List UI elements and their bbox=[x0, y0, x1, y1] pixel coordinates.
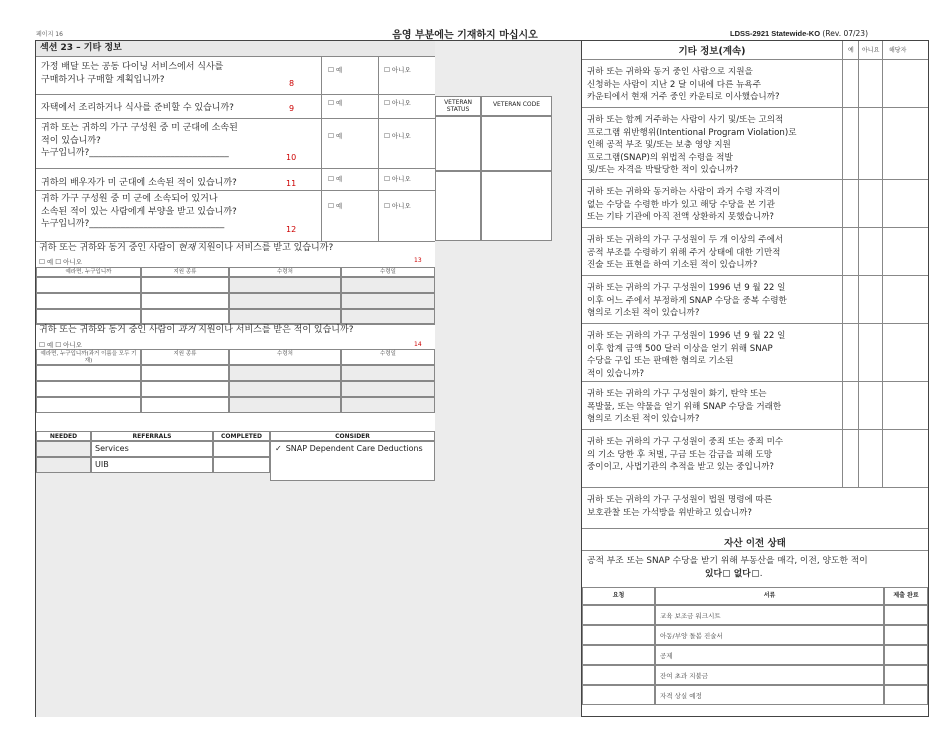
past-assistance-cell[interactable] bbox=[36, 365, 141, 381]
right-question-line: 수당을 구입 또는 판매한 혐의로 기소된 bbox=[587, 356, 734, 366]
referral-item: UIB bbox=[91, 457, 213, 473]
right-question-8 bbox=[582, 429, 928, 488]
right-question-line: 및/또는 자격을 박탈당한 적이 있습니까? bbox=[587, 165, 739, 175]
right-question-text bbox=[587, 330, 842, 380]
question-12-line-1: 귀하 가구 구성원 중 미 군에 소속되어 있거나 bbox=[41, 194, 218, 204]
veteran-status-cell-1[interactable] bbox=[435, 116, 481, 171]
past-assistance-cell[interactable] bbox=[341, 365, 435, 381]
right-question-line: 혐의로 기소된 적이 있습니까? bbox=[587, 414, 700, 424]
question-13-text-b: 지원이나 서비스를 받고 있습니까? bbox=[195, 243, 334, 253]
question-9: 자택에서 조리하거나 식사를 준비할 수 있습니까? bbox=[41, 103, 234, 113]
right-question-line: 또는 기타 기관에 아직 전액 상환하지 못했습니까? bbox=[587, 212, 774, 222]
question-10-line-1: 귀하 또는 귀하의 가구 구성원 중 미 군대에 소속된 bbox=[41, 123, 238, 133]
right-question-line: 귀하 또는 함께 거주하는 사람이 사기 및/또는 고의적 bbox=[587, 115, 784, 125]
consider-check-icon[interactable]: ✓ bbox=[275, 444, 282, 453]
right-question-yes-cell[interactable] bbox=[842, 180, 858, 228]
right-question-no-cell[interactable] bbox=[858, 324, 882, 382]
right-question-na-cell[interactable] bbox=[882, 108, 928, 180]
right-question-text bbox=[587, 66, 842, 104]
question-14 bbox=[39, 324, 353, 337]
left-panel bbox=[35, 40, 582, 717]
right-question-line: 적이 있습니까? bbox=[587, 368, 645, 379]
referral-needed-cell[interactable] bbox=[36, 441, 91, 457]
past-assistance-cell[interactable] bbox=[141, 397, 229, 413]
asset-header-0: 요청 bbox=[582, 587, 655, 605]
right-question-1 bbox=[582, 59, 928, 108]
question-8-line-1: 가정 배달 또는 공동 다이닝 서비스에서 식사를 bbox=[41, 62, 224, 72]
question-10-who: 누구입니까?_______________________________ bbox=[41, 148, 229, 158]
form-code: LDSS-2921 Statewide-KO bbox=[730, 29, 821, 38]
right-question-yes-cell[interactable] bbox=[842, 60, 858, 108]
past-assistance-header-2: 수령처 bbox=[229, 349, 341, 365]
asset-request-cell[interactable] bbox=[582, 665, 655, 685]
asset-header-2: 제출 완료 bbox=[884, 587, 928, 605]
right-question-line: 카운티에서 현재 거주 중인 카운티로 이사했습니까? bbox=[587, 92, 780, 102]
right-question-line: 진술 또는 표현을 하여 기소된 적이 있습니까? bbox=[587, 260, 758, 270]
right-question-line: 이후 어느 주에서 부정하게 SNAP 수당을 중복 수령한 bbox=[587, 295, 787, 306]
right-question-yes-cell[interactable] bbox=[842, 488, 858, 526]
past-assistance-header-3: 수령일 bbox=[341, 349, 435, 365]
question-14-text-b: 지원이나 서비스를 받은 적이 있습니까? bbox=[195, 325, 354, 335]
shaded-area-bottom bbox=[36, 481, 582, 717]
right-question-na-cell[interactable] bbox=[882, 180, 928, 228]
right-question-yes-cell[interactable] bbox=[842, 108, 858, 180]
question-11: 귀하의 배우자가 미 군대에 소속된 적이 있습니까? bbox=[41, 178, 237, 188]
asset-document-item: 교육 보조금 워크시트 bbox=[655, 605, 884, 625]
past-assistance-table bbox=[36, 349, 435, 431]
q12-yes-checkbox[interactable]: ☐ 예 bbox=[328, 202, 343, 210]
right-panel bbox=[581, 40, 929, 717]
question-11-number: 11 bbox=[286, 179, 297, 188]
question-14-text-a: 귀하 또는 귀하와 동거 중인 사람이 bbox=[39, 325, 178, 335]
right-question-no-cell[interactable] bbox=[858, 488, 882, 526]
right-question-line: 중이이고, 사법기관의 추적을 받고 있는 중입니까? bbox=[587, 462, 774, 472]
right-question-no-cell[interactable] bbox=[858, 108, 882, 180]
shaded-notice: 음영 부분에는 기재하지 마십시오 bbox=[392, 30, 538, 41]
question-12-number: 12 bbox=[286, 225, 297, 234]
right-question-line: 인해 공적 부조 및/또는 보충 영양 지원 bbox=[587, 140, 731, 150]
referral-needed-cell[interactable] bbox=[36, 457, 91, 473]
past-assistance-cell[interactable] bbox=[141, 381, 229, 397]
current-assistance-cell[interactable] bbox=[341, 293, 435, 309]
right-question-7 bbox=[582, 381, 928, 430]
right-question-9 bbox=[582, 487, 928, 526]
q8-no-checkbox[interactable]: ☐ 아니오 bbox=[384, 66, 411, 74]
question-10-number: 10 bbox=[286, 153, 297, 162]
asset-request-cell[interactable] bbox=[582, 605, 655, 625]
referral-header-2: COMPLETED bbox=[213, 431, 270, 441]
q9-yes-checkbox[interactable]: ☐ 예 bbox=[328, 99, 343, 107]
asset-question-text: 공적 부조 또는 SNAP 수당을 받기 위해 부동산을 매각, 이전, 양도한 적이 bbox=[587, 556, 868, 566]
referrals-table bbox=[36, 431, 435, 481]
form-id bbox=[730, 29, 868, 38]
right-question-line: 귀하 또는 귀하의 가구 구성원이 중죄 또는 중죄 미수 bbox=[587, 437, 784, 447]
q8-yes-checkbox[interactable]: ☐ 예 bbox=[328, 66, 343, 74]
current-assistance-cell[interactable] bbox=[141, 293, 229, 309]
referral-header-1: REFERRALS bbox=[91, 431, 213, 441]
q14-options[interactable]: ☐ 예 ☐ 아니오 bbox=[39, 341, 82, 349]
asset-header-1: 서류 bbox=[655, 587, 884, 605]
right-question-5 bbox=[582, 275, 928, 324]
question-12-line-2: 소속된 적이 있는 사람에게 부양을 받고 있습니까? bbox=[41, 206, 237, 217]
right-question-line: 의 기소 당한 후 처벌, 구금 또는 감금을 피해 도망 bbox=[587, 449, 773, 460]
current-assistance-header-1: 지원 종류 bbox=[141, 267, 229, 277]
right-question-na-cell[interactable] bbox=[882, 60, 928, 108]
asset-no-checkbox[interactable] bbox=[752, 570, 759, 577]
asset-submitted-cell[interactable] bbox=[884, 625, 928, 645]
right-question-2 bbox=[582, 107, 928, 180]
question-9-number: 9 bbox=[289, 104, 295, 113]
right-question-text bbox=[587, 388, 842, 426]
shaded-area-ref-right bbox=[435, 241, 582, 481]
referral-header-3: CONSIDER bbox=[270, 431, 435, 441]
right-question-line: 귀하 또는 귀하와 동거 중인 사람으로 지원을 bbox=[587, 67, 753, 77]
veteran-code-header: VETERAN CODE bbox=[481, 96, 552, 116]
right-question-text bbox=[587, 436, 842, 474]
asset-yes-checkbox[interactable] bbox=[723, 570, 730, 577]
right-question-3 bbox=[582, 179, 928, 228]
right-question-line: 폭발물, 또는 약물을 얻기 위해 SNAP 수당을 거래한 bbox=[587, 401, 782, 412]
right-question-na-cell[interactable] bbox=[882, 324, 928, 382]
right-question-na-cell[interactable] bbox=[882, 488, 928, 526]
asset-submitted-cell[interactable] bbox=[884, 645, 928, 665]
past-assistance-header-0: 예라면, 누구입니까(과거 이름을 모두 기재) bbox=[36, 349, 141, 365]
q10-no-checkbox[interactable]: ☐ 아니오 bbox=[384, 132, 411, 140]
question-8-line-2: 구매하거나 구매할 계획입니까? bbox=[41, 74, 165, 85]
referral-completed-cell[interactable] bbox=[213, 457, 270, 473]
asset-request-cell[interactable] bbox=[582, 645, 655, 665]
right-question-yes-cell[interactable] bbox=[842, 276, 858, 324]
right-question-line: 혐의로 기소된 적이 있습니까? bbox=[587, 308, 700, 318]
right-question-line: 프로그램 위반행위(Intentional Program Violation)로 bbox=[587, 127, 797, 138]
asset-request-cell[interactable] bbox=[582, 625, 655, 645]
right-question-line: 보호관찰 또는 가석방을 위반하고 있습니까? bbox=[587, 507, 752, 518]
referral-item: Services bbox=[91, 441, 213, 457]
asset-submitted-cell[interactable] bbox=[884, 665, 928, 685]
asset-no-label: 없다 bbox=[733, 568, 751, 579]
asset-yes-label: 있다 bbox=[705, 568, 722, 579]
right-question-na-cell[interactable] bbox=[882, 430, 928, 488]
right-question-line: 이후 합계 금액 500 달러 이상을 얻기 위해 SNAP bbox=[587, 343, 773, 354]
asset-request-cell[interactable] bbox=[582, 685, 655, 705]
question-13-text-a: 귀하 또는 귀하와 동거 중인 사람이 bbox=[39, 243, 178, 253]
asset-document-item: 자격 상실 예정 bbox=[655, 685, 884, 705]
question-14-number: 14 bbox=[414, 341, 422, 348]
q11-yes-checkbox[interactable]: ☐ 예 bbox=[328, 175, 343, 183]
veteran-code-cell-1[interactable] bbox=[481, 116, 552, 171]
veteran-status-header: VETERAN STATUS bbox=[435, 96, 481, 116]
right-question-no-cell[interactable] bbox=[858, 430, 882, 488]
consider-cell bbox=[270, 441, 435, 481]
right-question-line: 귀하 또는 귀하의 가구 구성원이 1996 년 9 월 22 일 bbox=[587, 283, 786, 293]
right-question-yes-cell[interactable] bbox=[842, 228, 858, 276]
current-assistance-header-0: 예라면, 누구입니까 bbox=[36, 267, 141, 277]
right-question-line: 없는 수당을 수령한 바가 있고 해당 수당을 본 기관 bbox=[587, 199, 775, 210]
right-question-line: 공적 부조를 수령하기 위해 주거 상태에 대한 기만적 bbox=[587, 247, 781, 258]
question-14-emphasis: 과거 bbox=[177, 325, 196, 335]
current-assistance-cell[interactable] bbox=[36, 293, 141, 309]
right-question-line: 귀하 또는 귀하와 동거하는 사람이 과거 수령 자격이 bbox=[587, 187, 781, 197]
asset-submitted-cell[interactable] bbox=[884, 685, 928, 705]
asset-question: 공적 부조 또는 SNAP 수당을 받기 위해 부동산을 매각, 이전, 양도한 적이 있다 없다 . bbox=[587, 556, 868, 579]
current-assistance-header-2: 수령처 bbox=[229, 267, 341, 277]
right-question-na-cell[interactable] bbox=[882, 228, 928, 276]
past-assistance-cell[interactable] bbox=[229, 381, 341, 397]
right-question-text bbox=[587, 186, 842, 224]
q9-no-checkbox[interactable]: ☐ 아니오 bbox=[384, 99, 411, 107]
question-13-number: 13 bbox=[414, 257, 422, 264]
current-assistance-cell[interactable] bbox=[341, 277, 435, 293]
asset-document-item: 잔여 초과 지불금 bbox=[655, 665, 884, 685]
right-question-4 bbox=[582, 227, 928, 276]
question-13 bbox=[39, 242, 333, 255]
asset-submitted-cell[interactable] bbox=[884, 605, 928, 625]
asset-title: 자산 이전 상태 bbox=[724, 538, 786, 549]
right-question-6 bbox=[582, 323, 928, 382]
question-8-number: 8 bbox=[289, 79, 295, 88]
right-question-line: 귀하 또는 귀하의 가구 구성원이 두 개 이상의 주에서 bbox=[587, 235, 784, 245]
right-question-text bbox=[587, 114, 842, 177]
past-assistance-cell[interactable] bbox=[229, 365, 341, 381]
past-assistance-header-1: 지원 종류 bbox=[141, 349, 229, 365]
past-assistance-cell[interactable] bbox=[341, 397, 435, 413]
current-assistance-cell[interactable] bbox=[36, 277, 141, 293]
past-assistance-cell[interactable] bbox=[229, 397, 341, 413]
past-assistance-cell[interactable] bbox=[36, 381, 141, 397]
asset-document-item: 공제 bbox=[655, 645, 884, 665]
veteran-code-cell-2[interactable] bbox=[481, 171, 552, 241]
section-title: 섹션 23 – 기타 정보 bbox=[36, 41, 435, 56]
past-assistance-cell[interactable] bbox=[36, 397, 141, 413]
col-yes-header: 예 bbox=[848, 47, 854, 54]
asset-document-item: 아동/부양 돌봄 진술서 bbox=[655, 625, 884, 645]
right-question-yes-cell[interactable] bbox=[842, 324, 858, 382]
right-question-no-cell[interactable] bbox=[858, 276, 882, 324]
question-8 bbox=[41, 61, 321, 86]
q11-no-checkbox[interactable]: ☐ 아니오 bbox=[384, 175, 411, 183]
current-assistance-cell[interactable] bbox=[229, 293, 341, 309]
right-question-no-cell[interactable] bbox=[858, 180, 882, 228]
current-assistance-cell[interactable] bbox=[229, 277, 341, 293]
referral-header-0: NEEDED bbox=[36, 431, 91, 441]
question-13-emphasis: 현재 bbox=[177, 243, 196, 253]
right-question-no-cell[interactable] bbox=[858, 228, 882, 276]
right-question-no-cell[interactable] bbox=[858, 382, 882, 430]
col-no-header: 아니요 bbox=[862, 47, 880, 54]
right-question-no-cell[interactable] bbox=[858, 60, 882, 108]
past-assistance-cell[interactable] bbox=[141, 365, 229, 381]
right-question-text bbox=[587, 234, 842, 272]
current-assistance-header-3: 수령일 bbox=[341, 267, 435, 277]
right-question-yes-cell[interactable] bbox=[842, 382, 858, 430]
right-question-text bbox=[587, 494, 842, 519]
revision: (Rev. 07/23) bbox=[822, 29, 869, 38]
question-10-line-2: 적이 있습니까? bbox=[41, 135, 101, 146]
right-question-na-cell[interactable] bbox=[882, 276, 928, 324]
question-12-who: 누구입니까?______________________________ bbox=[41, 219, 225, 229]
right-question-line: 귀하 또는 귀하의 가구 구성원이 법원 명령에 따른 bbox=[587, 495, 773, 505]
right-question-text bbox=[587, 282, 842, 320]
right-question-line: 귀하 또는 귀하의 가구 구성원이 화기, 탄약 또는 bbox=[587, 389, 767, 399]
current-assistance-cell[interactable] bbox=[141, 277, 229, 293]
right-question-line: 귀하 또는 귀하의 가구 구성원이 1996 년 9 월 22 일 bbox=[587, 331, 786, 341]
page-number: 페이지 16 bbox=[36, 31, 63, 38]
q13-options[interactable]: ☐ 예 ☐ 아니오 bbox=[39, 258, 82, 266]
col-na-header: 해당자 bbox=[889, 47, 907, 54]
right-title: 기타 정보(계속) bbox=[678, 46, 746, 57]
right-question-line: 프로그램(SNAP)의 위법적 수령을 적발 bbox=[587, 152, 733, 163]
past-assistance-cell[interactable] bbox=[341, 381, 435, 397]
veteran-status-cell-2[interactable] bbox=[435, 171, 481, 241]
q10-yes-checkbox[interactable]: ☐ 예 bbox=[328, 132, 343, 140]
right-question-line: 신청하는 사람이 지난 2 달 이내에 다른 뉴욕주 bbox=[587, 79, 762, 90]
consider-item: SNAP Dependent Care Deductions bbox=[285, 444, 423, 453]
right-question-yes-cell[interactable] bbox=[842, 430, 858, 488]
right-question-na-cell[interactable] bbox=[882, 382, 928, 430]
referral-completed-cell[interactable] bbox=[213, 441, 270, 457]
q12-no-checkbox[interactable]: ☐ 아니오 bbox=[384, 202, 411, 210]
